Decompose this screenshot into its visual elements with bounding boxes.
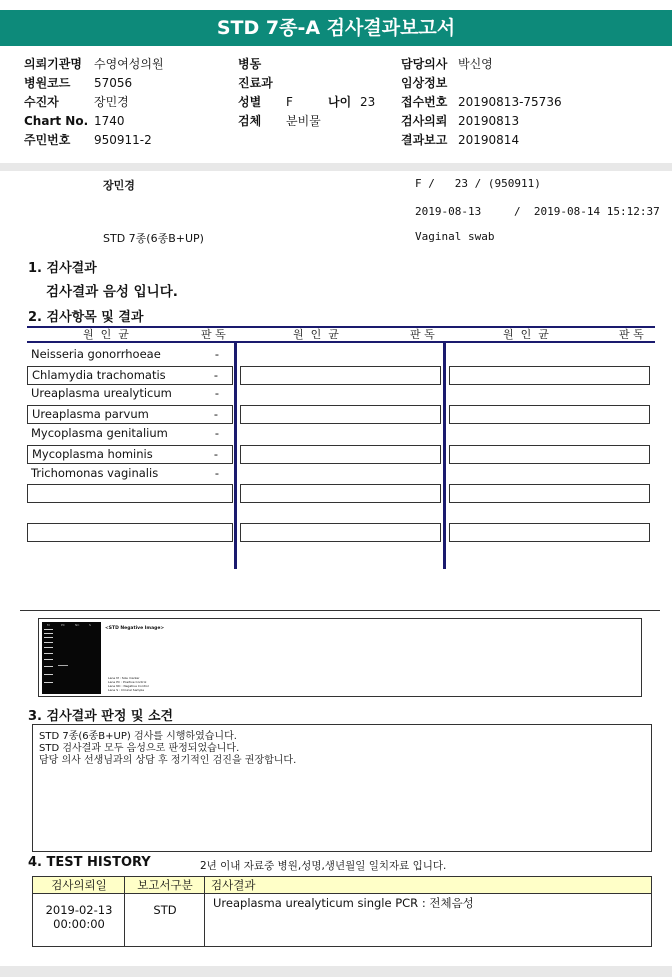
summary-date-from: 2019-08-13 — [415, 205, 482, 218]
legend-item: Lane M : Size marker — [108, 676, 140, 680]
section-3-heading: 3. 검사결과 판정 및 소견 — [28, 709, 174, 724]
receipt-no-label: 접수번호 — [401, 95, 448, 109]
summary-date-to: / 2019-08-14 15:12:37 — [514, 205, 660, 218]
result-row — [27, 366, 233, 385]
organism-result: - — [214, 426, 219, 440]
report-title: STD 7종-A 검사결과보고서 — [0, 10, 672, 46]
info-col-3 — [401, 55, 562, 150]
summary-specimen: Vaginal swab — [415, 230, 495, 243]
grid-divider-2 — [443, 343, 446, 569]
organism-result: - — [213, 447, 218, 461]
organism-name: Chlamydia trachomatis — [32, 368, 166, 382]
organism-name: Ureaplasma parvum — [32, 407, 149, 421]
findings-box — [32, 724, 652, 852]
lane-label: PC — [61, 623, 65, 627]
chart-no-value: 1740 — [94, 114, 125, 128]
col-organism-3: 원 인 균 — [503, 328, 549, 341]
dept-label: 진료과 — [238, 76, 273, 90]
organism-result: - — [214, 466, 219, 480]
result-row — [27, 346, 233, 365]
age-label: 나이 — [328, 95, 352, 109]
sex-label: 성별 — [238, 95, 262, 109]
empty-row — [449, 484, 650, 503]
results-grid-header — [27, 326, 655, 343]
institution-value: 수영여성의원 — [94, 57, 164, 71]
empty-row — [449, 405, 650, 424]
history-result: Ureaplasma urealyticum single PCR : 전체음성 — [213, 896, 474, 910]
ward-label: 병동 — [238, 57, 262, 71]
request-date-value: 20190813 — [458, 114, 520, 128]
history-header-date: 검사의뢰일 — [33, 877, 125, 894]
col-judgement-2: 판 독 — [410, 328, 435, 341]
hospital-code-value: 57056 — [94, 76, 133, 90]
empty-row — [240, 405, 441, 424]
specimen-value: 분비물 — [286, 114, 321, 128]
receipt-no-value: 20190813-75736 — [458, 95, 562, 109]
gel-image-panel — [38, 618, 642, 697]
report-date-label: 결과보고 — [401, 133, 448, 147]
empty-row — [449, 523, 650, 542]
history-header-type: 보고서구분 — [125, 877, 205, 894]
organism-name: Mycoplasma genitalium — [31, 426, 168, 440]
clinical-info-label: 임상정보 — [401, 76, 448, 90]
finding-line: 담당 의사 선생님과의 상담 후 정기적인 검진을 권장합니다. — [39, 755, 297, 766]
empty-row — [449, 366, 650, 385]
section-2-heading: 2. 검사항목 및 결과 — [28, 310, 144, 325]
chart-no-label: Chart No. — [24, 114, 89, 128]
result-row — [27, 465, 233, 484]
institution-label: 의뢰기관명 — [24, 57, 82, 71]
gel-legend — [108, 676, 149, 692]
empty-row — [240, 366, 441, 385]
divider-line — [20, 610, 660, 611]
history-note: 2년 이내 자료중 병원,성명,생년월일 일치자료 입니다. — [200, 860, 447, 872]
hospital-code-label: 병원코드 — [24, 76, 71, 90]
organism-name: Mycoplasma hominis — [32, 447, 153, 461]
page-footer-band — [0, 966, 672, 977]
gel-electrophoresis-image — [42, 622, 101, 694]
empty-row — [27, 484, 233, 503]
section-1-heading: 1. 검사결과 — [28, 261, 97, 276]
result-row — [27, 425, 233, 444]
empty-row — [449, 445, 650, 464]
doctor-label: 담당의사 — [401, 57, 448, 71]
info-col-2 — [238, 55, 375, 131]
history-table — [32, 876, 652, 947]
col-judgement-1: 판 독 — [201, 328, 226, 341]
col-judgement-3: 판 독 — [619, 328, 644, 341]
empty-row — [27, 523, 233, 542]
age-value: 23 — [360, 95, 376, 109]
legend-item: Lane PC : Positive Control — [108, 680, 147, 684]
history-time: 00:00:00 — [53, 917, 105, 931]
organism-result: - — [213, 368, 218, 382]
gel-image-title: <STD Negative Image> — [105, 626, 165, 631]
doctor-value: 박신영 — [458, 57, 493, 71]
result-statement: 검사결과 음성 입니다. — [46, 284, 178, 300]
col-organism-2: 원 인 균 — [293, 328, 339, 341]
organism-name: Ureaplasma urealyticum — [31, 386, 172, 400]
organism-name: Trichomonas vaginalis — [31, 466, 159, 480]
page-separator — [0, 163, 672, 171]
summary-test: STD 7종(6종B+UP) — [103, 232, 204, 245]
history-type: STD — [153, 903, 177, 917]
finding-line: STD 검사결과 모두 음성으로 판정되었습니다. — [39, 743, 240, 754]
sex-value: F — [286, 95, 293, 109]
organism-result: - — [214, 347, 219, 361]
info-col-1 — [24, 55, 164, 150]
lane-label: S — [89, 623, 91, 627]
legend-item: Lane S : Clinical Sample — [108, 688, 145, 692]
patient-value: 장민경 — [94, 95, 129, 109]
organism-result: - — [213, 407, 218, 421]
history-header-result: 검사결과 — [205, 877, 651, 894]
request-date-label: 검사의뢰 — [401, 114, 448, 128]
summary-sex-age: F / 23 / (950911) — [415, 177, 541, 190]
finding-line: STD 7종(6종B+UP) 검사를 시행하였습니다. — [39, 731, 237, 742]
specimen-label: 검체 — [238, 114, 262, 128]
organism-result: - — [214, 386, 219, 400]
summary-name: 장민경 — [103, 179, 135, 192]
grid-divider-1 — [234, 343, 237, 569]
lane-label: M — [47, 623, 50, 627]
resident-no-label: 주민번호 — [24, 133, 71, 147]
empty-row — [240, 445, 441, 464]
lane-label: NC — [75, 623, 80, 627]
section-4-heading: 4. TEST HISTORY — [28, 855, 151, 870]
result-row — [27, 445, 233, 464]
empty-row — [240, 523, 441, 542]
resident-no-value: 950911-2 — [94, 133, 152, 147]
col-organism-1: 원 인 균 — [83, 328, 129, 341]
history-date: 2019-02-13 — [45, 903, 113, 917]
legend-item: Lane NC : Negative Control — [108, 684, 149, 688]
report-date-value: 20190814 — [458, 133, 520, 147]
result-row — [27, 405, 233, 424]
empty-row — [240, 484, 441, 503]
patient-label: 수진자 — [24, 95, 59, 109]
organism-name: Neisseria gonorrhoeae — [31, 347, 161, 361]
result-row — [27, 385, 233, 404]
